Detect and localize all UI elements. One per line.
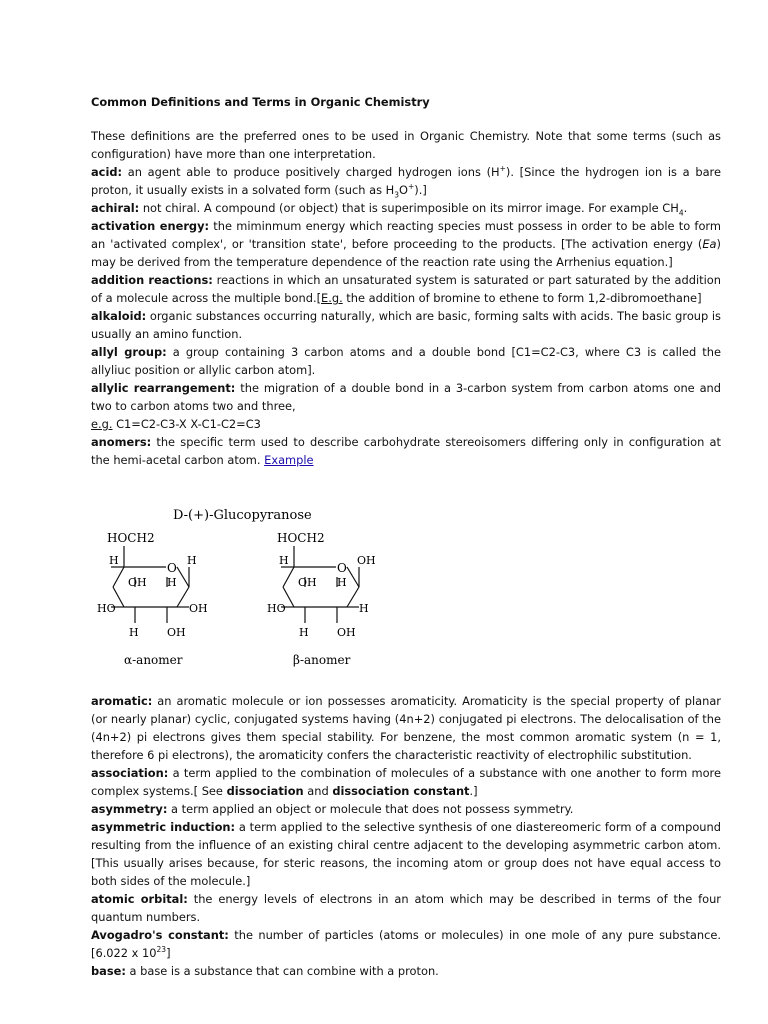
beta-ch2oh-label: HOCH2 xyxy=(277,531,325,545)
alpha-anomer-structure xyxy=(111,546,189,623)
beta-h-c2-top: H xyxy=(337,576,347,589)
alpha-h-c3: H xyxy=(129,626,139,639)
entry-base: base: a base is a substance that can combine with a proton. xyxy=(91,964,439,978)
alpha-h-c2-top: H xyxy=(167,576,177,589)
alpha-ch2oh-label: HOCH2 xyxy=(107,531,155,545)
alpha-oh-c2: OH xyxy=(189,602,208,615)
alpha-anomer-label: α-anomer xyxy=(124,653,183,667)
beta-h-c3: H xyxy=(299,626,309,639)
beta-anomer-structure xyxy=(281,546,359,623)
beta-ho-c4: HO xyxy=(267,602,286,615)
entry-avogadro-constant: Avogadro's constant: the number of particles (atoms or molecules) in one mole of any pure substance. [6.022 x $10^{23}$] xyxy=(91,928,721,960)
alpha-h-c1-top: H xyxy=(187,554,197,567)
document-title: Common Definitions and Terms in Organic Chemistry xyxy=(91,95,430,109)
beta-h-c1-bottom: H xyxy=(359,602,369,615)
alpha-ho-c4: HO xyxy=(97,602,116,615)
definitions-section-1 xyxy=(91,163,721,469)
entry-acid: acid: an agent able to produce positively charged hydrogen ions (H+). [Since the hydrogen ion is a bare proton, it usually exists in a solvated form (such as $H_3O^+$).] xyxy=(91,164,721,200)
beta-anomer-label: β-anomer xyxy=(293,653,351,667)
entry-asymmetry: asymmetry: a term applied an object or molecule that does not possess symmetry. xyxy=(91,802,574,816)
example-link[interactable]: Example xyxy=(264,453,314,467)
glucopyranose-figure xyxy=(91,505,431,675)
beta-ring-oxygen: O xyxy=(337,561,347,575)
entry-addition-reactions: addition reactions: reactions in which an unsaturated system is saturated or part saturated by the addition of a molecule across the multiple bond.[E.g. the addition of bromine to ethene to form 1,2-dibromoethane] xyxy=(91,273,721,305)
beta-oh-c1-top: OH xyxy=(357,554,376,567)
beta-oh-c3: OH xyxy=(337,626,356,639)
alpha-oh-c4: OH xyxy=(128,576,147,589)
entry-aromatic: aromatic: an aromatic molecule or ion possesses aromaticity. Aromaticity is the special property of planar (or nearly planar) cyclic, conjugated systems having (4n+2) conjugated pi electrons. The delocalisation of the (4n+2) pi electrons gives them special stability. For benzene, the most common aromatic system (n = 1, therefore 6 pi electrons), the aromaticity confers the characteristic reactivity of electrophilic substitution. xyxy=(91,694,721,762)
alpha-ring-oxygen: O xyxy=(167,561,177,575)
glucopyranose-drawing xyxy=(91,505,431,675)
definitions-section-2 xyxy=(91,692,721,980)
beta-h-top-left: H xyxy=(279,554,289,567)
entry-activation-energy: activation energy: the miminmum energy which reacting species must possess in order to be able to form an 'activated complex', or 'transition state', before proceeding to the products. [The activation energy (Ea) may be derived from the temperature dependence of the reaction rate using the Arrhenius equation.] xyxy=(91,219,721,269)
beta-oh-c4: OH xyxy=(298,576,317,589)
intro-paragraph: These definitions are the preferred ones to be used in Organic Chemistry. Note that some terms (such as configuration) have more than one interpretation. xyxy=(91,129,721,161)
figure-title: D-(+)-Glucopyranose xyxy=(173,508,312,523)
entry-asymmetric-induction: asymmetric induction: a term applied to the selective synthesis of one diastereomeric form of a compound resulting from the influence of an existing chiral centre adjacent to the developing asymmetric carbon atom. [This usually arises because, for steric reasons, the incoming atom or group does not have equal access to both sides of the molecule.] xyxy=(91,820,721,888)
entry-alkaloid: alkaloid: organic substances occurring naturally, which are basic, forming salts with acids. The basic group is usually an amino function. xyxy=(91,309,721,341)
entry-atomic-orbital: atomic orbital: the energy levels of electrons in an atom which may be described in terms of the four quantum numbers. xyxy=(91,892,721,924)
entry-anomers: anomers: the specific term used to describe carbohydrate stereoisomers differing only in configuration at the hemi-acetal carbon atom. Example xyxy=(91,435,721,467)
alpha-h-top-left: H xyxy=(109,554,119,567)
entry-allyl-group: allyl group: a group containing 3 carbon atoms and a double bond [C1=C2-C3, where C3 is called the allyliuc position or allylic carbon atom]. xyxy=(91,345,721,377)
alpha-oh-c3: OH xyxy=(167,626,186,639)
entry-achiral: achiral: not chiral. A compound (or object) that is superimposible on its mirror image. For example $CH_4$. xyxy=(91,201,688,218)
entry-association: association: a term applied to the combination of molecules of a substance with one another to form more complex systems.[ See dissociation and dissociation constant.] xyxy=(91,766,721,798)
entry-allylic-rearrangement: allylic rearrangement: the migration of a double bond in a 3-carbon system from carbon atoms one and two to carbon atoms two and three, e.g. C1=C2-C3-X X-C1-C2=C3 xyxy=(91,381,722,431)
